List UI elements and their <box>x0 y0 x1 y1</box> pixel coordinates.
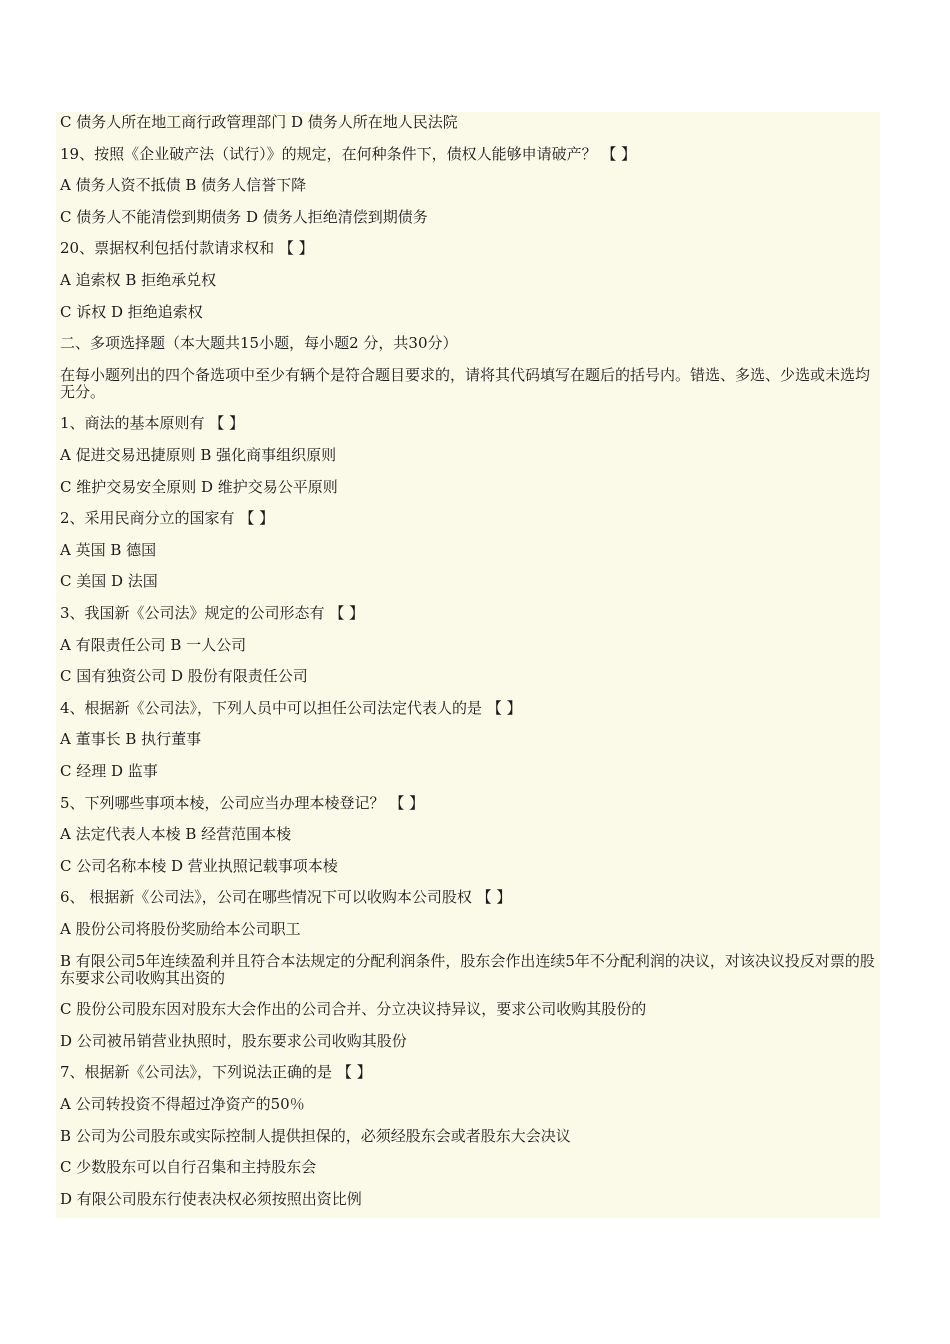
question-line: 2、采用民商分立的国家有 【 】 <box>60 509 275 528</box>
answer-options-line: C 诉权 D 拒绝追索权 <box>60 302 203 321</box>
answer-options-line: C 债务人所在地工商行政管理部门 D 债务人所在地人民法院 <box>60 113 458 131</box>
answer-option-line: D 有限公司股东行使表决权必须按照出资比例 <box>60 1189 362 1208</box>
answer-option-line: B 有限公司5年连续盈利并且符合本法规定的分配利润条件，股东会作出连续5年不分配利润的决议，对该决议投反对票的股东要求公司收购其出资的 <box>60 951 875 987</box>
question-line: 3、我国新《公司法》规定的公司形态有 【 】 <box>60 604 365 622</box>
question-line: 20、票据权利包括付款请求权和 【 】 <box>60 239 314 258</box>
answer-options-line: C 经理 D 监事 <box>60 762 158 780</box>
answer-options-line: C 公司名称本棱 D 营业执照记载事项本棱 <box>60 856 338 875</box>
answer-option-line: D 公司被吊销营业执照时，股东要求公司收购其股份 <box>60 1031 407 1050</box>
answer-options-line: C 美国 D 法国 <box>60 572 158 591</box>
question-line: 1、商法的基本原则有 【 】 <box>60 414 245 433</box>
answer-option-line: B 公司为公司股东或实际控制人提供担保的，必须经股东会或者股东大会决议 <box>60 1126 571 1145</box>
answer-options-line: A 追索权 B 拒绝承兑权 <box>60 271 217 289</box>
answer-option-line: A 股份公司将股份奖励给本公司职工 <box>60 920 301 938</box>
section-instructions: 在每小题列出的四个备选项中至少有辆个是符合题目要求的，请将其代码填写在题后的括号内。错选、多选、少选或未选均无分。 <box>60 365 871 401</box>
answer-options-line: A 有限责任公司 B 一人公司 <box>60 635 247 654</box>
answer-options-line: C 债务人不能清偿到期债务 D 债务人拒绝清偿到期债务 <box>60 207 428 226</box>
question-line: 19、按照《企业破产法（试行）》的规定，在何种条件下，债权人能够申请破产？ 【 】 <box>60 144 637 163</box>
answer-option-line: C 股份公司股东因对股东大会作出的公司合并、分立决议持异议，要求公司收购其股份的 <box>60 1000 647 1019</box>
answer-option-line: C 少数股东可以自行召集和主持股东会 <box>60 1158 317 1177</box>
answer-options-line: A 英国 B 德国 <box>60 540 157 559</box>
answer-options-line: A 董事长 B 执行董事 <box>60 730 202 749</box>
question-line: 7、根据新《公司法》，下列说法正确的是 【 】 <box>60 1063 372 1082</box>
question-line: 6、 根据新《公司法》，公司在哪些情况下可以收购本公司股权 【 】 <box>60 888 512 907</box>
answer-options-line: A 债务人资不抵债 B 债务人信誉下降 <box>60 176 307 195</box>
question-line: 5、下列哪些事项本棱，公司应当办理本棱登记？ 【 】 <box>60 793 425 812</box>
section-heading: 二、多项选择题（本大题共15小题，每小题2 分，共30分） <box>60 334 458 353</box>
answer-options-line: A 法定代表人本棱 B 经营范围本棱 <box>60 825 292 844</box>
question-line: 4、根据新《公司法》，下列人员中可以担任公司法定代表人的是 【 】 <box>60 698 522 717</box>
answer-options-line: C 国有独资公司 D 股份有限责任公司 <box>60 667 308 686</box>
answer-option-line: A 公司转投资不得超过净资产的50％ <box>60 1095 305 1113</box>
answer-options-line: A 促进交易迅捷原则 B 强化商事组织原则 <box>60 446 337 464</box>
answer-options-line: C 维护交易安全原则 D 维护交易公平原则 <box>60 477 338 496</box>
